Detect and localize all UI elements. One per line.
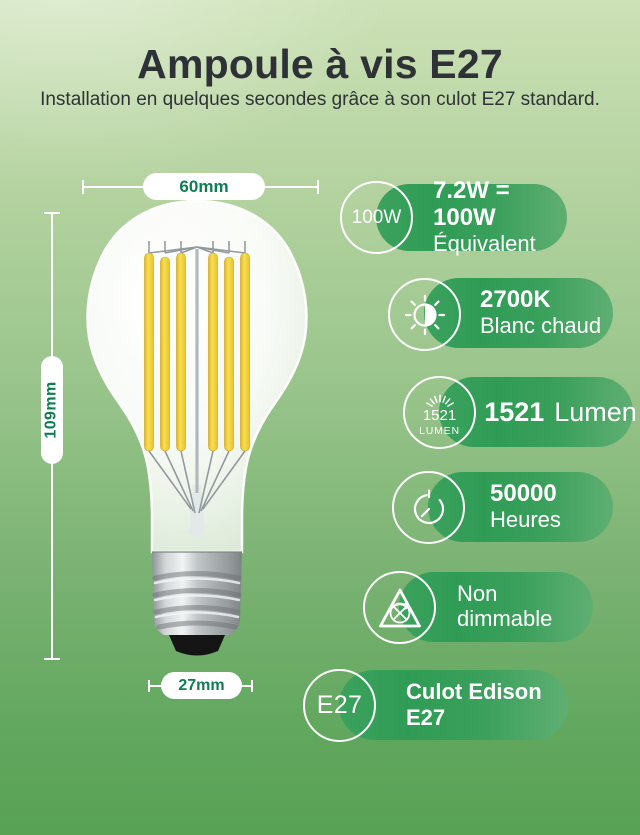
width-dimension-label bbox=[143, 173, 265, 200]
socket-code: E27 bbox=[406, 705, 446, 730]
base-contact-tip bbox=[169, 635, 225, 656]
warm-white-sun-icon bbox=[402, 292, 448, 338]
wattage-circle-text: 100W bbox=[351, 206, 402, 228]
lifetime-value: 50000 bbox=[490, 479, 557, 507]
badge-lumen-circle bbox=[403, 376, 476, 449]
badge-socket-circle bbox=[303, 669, 376, 742]
width-dimension-text: 60mm bbox=[179, 176, 229, 196]
e27-screw-base bbox=[152, 552, 242, 656]
base-dimension-text: 27mm bbox=[178, 676, 225, 694]
lumen-unit: Lumen bbox=[554, 396, 637, 427]
wattage-equivalence: 7.2W = 100W bbox=[433, 176, 510, 231]
clock-icon bbox=[406, 485, 452, 531]
socket-circle-text: E27 bbox=[316, 691, 363, 719]
base-dimension-label bbox=[161, 672, 242, 699]
badge-color-temperature-circle bbox=[388, 278, 461, 351]
badge-lifetime-circle bbox=[392, 471, 465, 544]
height-dimension-text: 109mm bbox=[43, 381, 60, 439]
height-dimension-label bbox=[41, 356, 63, 464]
non-dimmable-icon bbox=[375, 583, 425, 633]
dimmable-text: Non dimmable bbox=[457, 581, 553, 631]
color-temperature-value: 2700K bbox=[480, 285, 551, 313]
badge-dimmable-circle bbox=[363, 571, 436, 644]
color-temperature-caption: Blanc chaud bbox=[480, 313, 602, 339]
lumen-circle-unit: LUMEN bbox=[419, 424, 460, 437]
lumen-rays-icon bbox=[418, 389, 462, 407]
wattage-caption: Équivalent bbox=[433, 231, 536, 257]
page-subtitle: Installation en quelques secondes grâce à son culot E27 standard. bbox=[40, 89, 600, 110]
socket-type: Culot Edison bbox=[406, 679, 542, 705]
page-title: Ampoule à vis E27 bbox=[137, 41, 503, 87]
lumen-circle-value: 1521 bbox=[422, 406, 457, 424]
lumen-value: 1521 bbox=[484, 396, 545, 427]
badge-wattage-circle bbox=[340, 181, 413, 254]
light-bulb-illustration bbox=[57, 163, 327, 703]
lifetime-unit: Heures bbox=[490, 507, 561, 533]
